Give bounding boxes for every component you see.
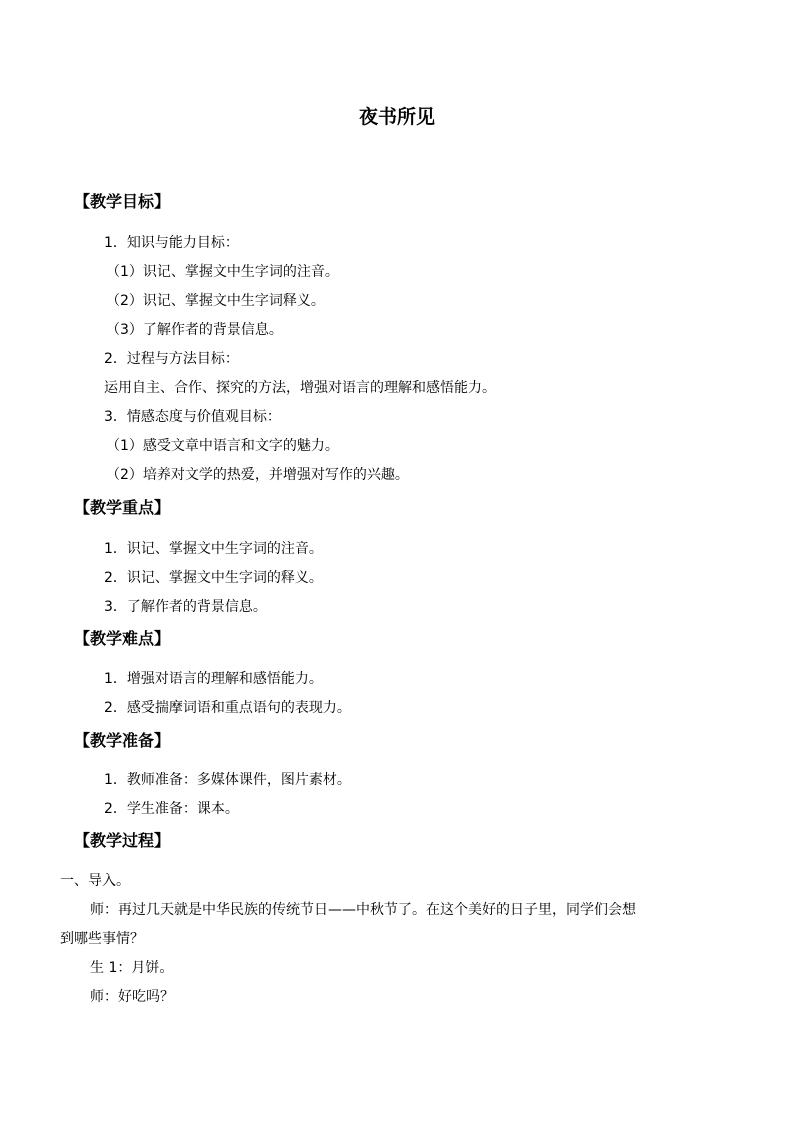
section-heading-objectives: 【教学目标】 [74, 192, 171, 211]
section-heading-preparation: 【教学准备】 [74, 731, 171, 750]
objective-line: 2．过程与方法目标： [104, 351, 239, 367]
objective-line: （3）了解作者的背景信息。 [106, 322, 283, 338]
objective-line: 运用自主、合作、探究的方法，增强对语言的理解和感悟能力。 [104, 380, 496, 396]
preparation-line: 2．学生准备：课本。 [104, 801, 239, 817]
objective-line: （2）培养对文学的热爱，并增强对写作的兴趣。 [106, 467, 409, 483]
section-heading-process: 【教学过程】 [74, 831, 171, 850]
dialogue-line: 到哪些事情？ [60, 931, 144, 947]
difficulty-line: 2．感受揣摩词语和重点语句的表现力。 [104, 700, 351, 716]
dialogue-line: 师：好吃吗？ [90, 989, 174, 1005]
objective-line: （2）识记、掌握文中生字词释义。 [106, 293, 325, 309]
objective-line: 1．知识与能力目标： [104, 235, 239, 251]
dialogue-line: 师：再过几天就是中华民族的传统节日——中秋节了。在这个美好的日子里，同学们会想 [90, 902, 636, 918]
key-point-line: 2．识记、掌握文中生字词的释义。 [104, 570, 323, 586]
objective-line: （1）识记、掌握文中生字词的注音。 [106, 264, 339, 280]
section-heading-key-points: 【教学重点】 [74, 498, 171, 517]
objective-line: （1）感受文章中语言和文字的魅力。 [106, 438, 339, 454]
objective-line: 3．情感态度与价值观目标： [104, 409, 281, 425]
process-step-heading: 一、导入。 [60, 873, 130, 889]
dialogue-line: 生 1：月饼。 [90, 960, 174, 976]
preparation-line: 1．教师准备：多媒体课件，图片素材。 [104, 772, 351, 788]
key-point-line: 1．识记、掌握文中生字词的注音。 [104, 541, 323, 557]
section-heading-difficulties: 【教学难点】 [74, 629, 171, 648]
difficulty-line: 1．增强对语言的理解和感悟能力。 [104, 671, 323, 687]
key-point-line: 3．了解作者的背景信息。 [104, 599, 267, 615]
document-title: 夜书所见 [358, 106, 435, 128]
